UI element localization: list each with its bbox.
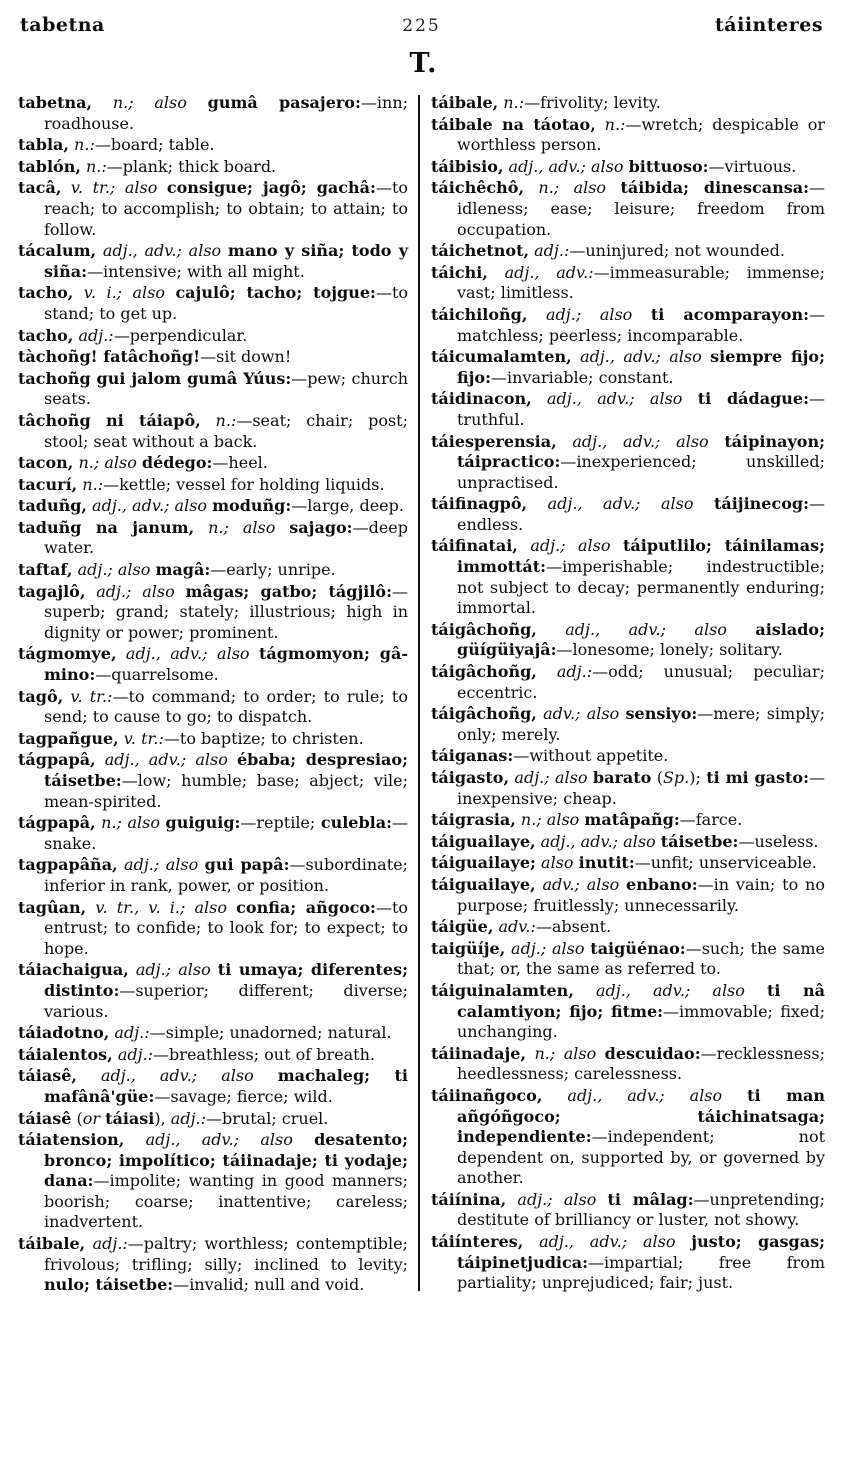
entry-segment: adj., adv.; also xyxy=(95,750,237,770)
entry-segment: —frivolity; levity. xyxy=(524,93,661,112)
dictionary-entry xyxy=(18,178,408,240)
entry-segment: táiinadaje, xyxy=(431,1043,527,1063)
entry-segment: ti acomparayon: xyxy=(650,304,809,324)
entry-segment: gui papâ: xyxy=(204,855,290,875)
entry-segment: tágpapâ, xyxy=(18,813,96,833)
entry-segment: n.: xyxy=(77,474,104,494)
entry-segment: descuidao: xyxy=(604,1043,701,1063)
entry-segment: adj.: xyxy=(165,1108,207,1128)
entry-segment: n.: xyxy=(595,114,626,134)
entry-segment: —low; humble; base; abject; vile; mean-spirited. xyxy=(44,771,408,811)
entry-segment: adv.; also xyxy=(535,874,627,894)
entry-segment: —idleness; ease; leisure; freedom from occupation. xyxy=(457,178,825,239)
entry-segment: táibale, xyxy=(431,93,499,112)
entry-segment: v. tr.: xyxy=(118,728,164,748)
entry-segment: —seat; chair; post; stool; seat without a back. xyxy=(44,410,408,451)
entry-segment: tágmomye, xyxy=(18,644,117,664)
entry-segment: adj.; also xyxy=(527,304,651,324)
entry-segment: adj.: xyxy=(536,662,593,682)
entry-segment: tacho, xyxy=(18,283,74,303)
entry-segment: adj.; also xyxy=(505,938,591,958)
entry-segment: táibale na táotao, xyxy=(431,114,596,134)
entry-segment: adj., adv.; also xyxy=(556,431,725,451)
dictionary-entry xyxy=(431,810,825,831)
entry-segment: táiadotno, xyxy=(18,1023,110,1043)
entry-segment: v. tr., v. i.; also xyxy=(86,897,237,917)
dictionary-entry xyxy=(18,560,408,581)
entry-segment: siempre fijo; fijo: xyxy=(457,347,826,387)
entry-segment: ti dádague: xyxy=(697,389,810,409)
entry-segment: sajago: xyxy=(289,517,353,537)
entry-segment: adj., adv.: xyxy=(487,262,594,282)
entry-segment: táiguailaye; xyxy=(431,853,536,873)
entry-segment: táibisio, xyxy=(431,156,504,176)
entry-segment: tacâ, xyxy=(18,178,62,198)
entry-segment: táigâchoñg, xyxy=(431,619,537,639)
entry-segment: n.; also xyxy=(95,813,166,833)
dictionary-entry xyxy=(431,389,825,430)
entry-segment: n.; also xyxy=(92,93,208,112)
entry-segment: adj.: xyxy=(73,325,114,345)
entry-segment: tabla, xyxy=(18,135,69,155)
entry-segment: —heel. xyxy=(212,453,268,473)
dictionary-entry xyxy=(18,729,408,750)
entry-segment: tagûan, xyxy=(18,897,87,917)
dictionary-entry xyxy=(18,1045,408,1066)
entry-segment: tácalum, xyxy=(18,241,97,261)
entry-segment: ti nâ calamtiyon; fijo; fitme: xyxy=(457,980,826,1021)
dictionary-entry xyxy=(18,93,408,134)
entry-segment: tagô, xyxy=(18,686,64,706)
dictionary-entry xyxy=(18,453,408,474)
entry-segment: táigâchoñg, xyxy=(431,662,537,682)
entry-segment: —immovable; fixed; unchanging. xyxy=(457,1001,825,1042)
entry-segment: nulo; táisetbe: xyxy=(44,1275,174,1295)
entry-segment: guiguig: xyxy=(165,813,241,833)
dictionary-entry xyxy=(431,832,825,853)
entry-segment: adj.: xyxy=(112,1044,154,1064)
entry-segment: bittuoso: xyxy=(628,156,709,176)
entry-segment: —unpretending; destitute of brilliancy or luster, not showy. xyxy=(457,1189,825,1230)
entry-segment: —mere; simply; only; merely. xyxy=(457,704,825,744)
entry-segment: sensiyo: xyxy=(625,704,698,724)
entry-segment: táiatension, xyxy=(18,1130,125,1150)
entry-segment: ti man añgóñgoco; táichinatsaga; independiente: xyxy=(457,1085,826,1147)
entry-segment: táiinañgoco, xyxy=(431,1085,543,1105)
entry-segment: enbano: xyxy=(626,874,698,894)
entry-segment: adj., adv.; also xyxy=(124,1130,315,1150)
entry-segment: mano y siña; todo y siña: xyxy=(44,241,408,281)
entry-segment: —early; unripe. xyxy=(210,560,336,580)
entry-segment: tacurí, xyxy=(18,474,78,494)
dictionary-entry xyxy=(18,283,408,324)
entry-segment: adj.; also xyxy=(85,581,186,601)
entry-segment: ti umaya; diferentes; distinto: xyxy=(44,960,408,1000)
entry-segment: dédego: xyxy=(141,453,213,473)
entry-segment: tablón, xyxy=(18,156,81,176)
dictionary-entry xyxy=(431,494,825,535)
entry-segment: táiguailaye, xyxy=(431,831,536,851)
entry-segment: —impolite; wanting in good manners; boorish; coarse; inattentive; careless; inadvertent. xyxy=(44,1171,408,1232)
entry-segment: —board; table. xyxy=(94,135,215,155)
dictionary-entry xyxy=(431,347,825,388)
entry-segment: táidinacon, xyxy=(431,389,532,409)
entry-segment: adj., adv.; also xyxy=(542,1085,748,1105)
entry-segment: táiasi xyxy=(105,1108,155,1128)
entry-segment: táiguinalamten, xyxy=(431,980,574,1000)
entry-segment: adj.; also xyxy=(509,768,593,787)
entry-segment: —to baptize; to christen. xyxy=(163,728,364,748)
entry-segment: adj.; also xyxy=(517,536,623,556)
entry-segment: tâchoñg ni táiapô, xyxy=(18,410,201,430)
dictionary-entry xyxy=(431,1044,825,1085)
entry-segment: adj., adv.; also xyxy=(96,241,228,261)
entry-segment: adj., adv.; also xyxy=(536,619,756,639)
entry-segment: táichiloñg, xyxy=(431,304,528,324)
entry-segment: v. tr.: xyxy=(63,686,113,706)
entry-segment: táiesperensia, xyxy=(431,431,557,451)
entry-segment: barato xyxy=(592,768,652,787)
entry-segment: desatento; bronco; impolítico; táiinadaje; ti yodaje; dana: xyxy=(44,1130,408,1191)
entry-segment: taigüíje, xyxy=(431,938,506,958)
entry-segment: —invariable; constant. xyxy=(491,367,674,387)
dictionary-entry xyxy=(431,662,825,703)
entry-segment: táichi, xyxy=(431,262,488,282)
entry-segment: gumâ pasajero: xyxy=(207,93,361,112)
entry-segment: adj., adv.; also xyxy=(571,347,711,367)
entry-segment: táiínina, xyxy=(431,1189,507,1209)
dictionary-entry xyxy=(18,475,408,496)
entry-segment: taftaf, xyxy=(18,560,73,580)
dictionary-entry xyxy=(18,582,408,644)
running-head-last-word: táiinteres xyxy=(715,14,824,36)
entry-segment: adj.; also xyxy=(506,1189,608,1209)
entry-segment: —uninjured; not wounded. xyxy=(569,241,785,261)
dictionary-entry xyxy=(431,768,825,809)
entry-segment: —subordinate; inferior in rank, power, or position. xyxy=(44,855,408,895)
entry-segment: —paltry; worthless; contemptible; frivolous; trifling; silly; inclined to levity; xyxy=(44,1234,408,1274)
entry-segment: tachoñg gui jalom gumâ Yúus: xyxy=(18,368,292,388)
entry-segment: —independent; not dependent on, supported by, or governed by another. xyxy=(457,1127,825,1188)
entry-segment: —deep water. xyxy=(44,517,408,558)
entry-segment: táibida; dinescansa: xyxy=(620,178,809,198)
entry-segment: —invalid; null and void. xyxy=(173,1275,365,1295)
column-left xyxy=(18,93,408,1297)
dictionary-entry xyxy=(431,157,825,178)
entry-segment: n.; also xyxy=(515,810,585,830)
entry-segment: also xyxy=(535,853,579,873)
dictionary-entry xyxy=(431,432,825,494)
entry-segment: taduñg na janum, xyxy=(18,517,195,537)
running-head-first-word: tabetna xyxy=(20,14,105,36)
entry-segment: adj.; also xyxy=(117,855,205,875)
entry-segment: magâ: xyxy=(155,560,211,580)
dictionary-entry xyxy=(431,536,825,618)
entry-segment: n.; also xyxy=(526,1043,605,1063)
entry-segment: —quarrelsome. xyxy=(95,665,219,685)
section-letter: T. xyxy=(409,48,438,79)
entry-segment: —imperishable; indestructible; not subject to decay; permanently enduring; immortal. xyxy=(457,557,825,618)
entry-segment: mâgas; gatbo; tágjilô: xyxy=(185,581,392,601)
entry-segment: adj., adv.; also xyxy=(527,494,714,514)
dictionary-entry xyxy=(431,263,825,304)
dictionary-entry xyxy=(18,644,408,685)
dictionary-entry xyxy=(18,813,408,854)
entry-segment: justo; gasgas; táipinetjudica: xyxy=(457,1232,826,1272)
dictionary-entry xyxy=(431,875,825,916)
entry-segment: adv.: xyxy=(493,917,536,937)
entry-segment: táichêchô, xyxy=(431,178,525,198)
column-divider-rule xyxy=(418,95,420,1291)
dictionary-entry xyxy=(431,853,825,874)
entry-segment: —matchless; peerless; incomparable. xyxy=(457,304,825,345)
dictionary-entry xyxy=(431,241,825,262)
entry-segment: —farce. xyxy=(679,810,743,830)
dictionary-entry xyxy=(431,981,825,1043)
entry-segment: —to stand; to get up. xyxy=(44,283,408,323)
dictionary-entry xyxy=(18,687,408,728)
entry-segment: ébaba; despresiao; táisetbe: xyxy=(44,750,409,790)
entry-segment: adj., adv.; also xyxy=(76,1066,278,1086)
entry-segment: cajulô; tacho; tojgue: xyxy=(175,283,376,303)
entry-segment: tacon, xyxy=(18,453,74,473)
entry-segment: táifinagpô, xyxy=(431,494,528,514)
entry-segment: adv.; also xyxy=(536,704,626,724)
dictionary-entry xyxy=(18,1066,408,1107)
entry-segment: n.; also xyxy=(73,453,142,473)
dictionary-entry xyxy=(18,241,408,282)
entry-segment: adj.: xyxy=(109,1023,150,1043)
entry-segment: táialentos, xyxy=(18,1044,113,1064)
entry-segment: táiputlilo; táinilamas; immottát: xyxy=(457,536,825,577)
entry-segment: —sit down! xyxy=(200,347,292,367)
entry-segment: —snake. xyxy=(44,813,408,853)
entry-segment: tacho, xyxy=(18,325,74,345)
dictionary-entry xyxy=(18,960,408,1022)
entry-segment: —wretch; despicable or worthless person. xyxy=(457,114,825,155)
dictionary-entry xyxy=(431,917,825,938)
entry-segment: adj.: xyxy=(85,1234,128,1254)
entry-segment: n.: xyxy=(68,135,95,155)
entry-segment: táiganas: xyxy=(431,746,514,766)
entry-segment: aislado; güígüiyajâ: xyxy=(457,619,825,660)
entry-segment: —to command; to order; to rule; to send; to cause to go; to dispatch. xyxy=(44,686,408,727)
entry-segment: adj., adv.; also xyxy=(503,156,629,176)
entry-segment: adj., adv.; also xyxy=(531,389,698,409)
entry-segment: —inexpensive; cheap. xyxy=(457,768,826,808)
entry-segment: moduñg: xyxy=(212,496,292,516)
entry-segment: ( xyxy=(651,768,663,787)
entry-segment: tagajlô, xyxy=(18,581,86,601)
entry-segment: táigüe, xyxy=(431,917,494,937)
entry-segment: —impartial; free from partiality; unprejudiced; fair; just. xyxy=(457,1252,825,1293)
entry-segment: —virtuous. xyxy=(708,156,797,176)
dictionary-entry xyxy=(18,326,408,347)
entry-segment: tágmomyon; gâ-mino: xyxy=(44,644,408,685)
entry-segment: —large, deep. xyxy=(291,496,404,516)
entry-segment: —lonesome; lonely; solitary. xyxy=(556,640,783,660)
entry-segment: —inexperienced; unskilled; unpractised. xyxy=(457,452,825,492)
text-columns xyxy=(0,79,847,1297)
dictionary-entry xyxy=(431,1232,825,1294)
entry-segment: ( xyxy=(71,1108,83,1128)
entry-segment: táipinayon; táipractico: xyxy=(457,431,825,472)
entry-segment: táiínteres, xyxy=(431,1232,524,1252)
entry-segment: táibale, xyxy=(18,1234,86,1254)
running-head xyxy=(0,0,847,36)
entry-segment: táiasê, xyxy=(18,1066,77,1086)
entry-segment: —to entrust; to confide; to look for; to expect; to hope. xyxy=(44,897,408,958)
entry-segment: n.: xyxy=(498,93,525,112)
entry-segment: —endless. xyxy=(457,494,825,534)
dictionary-entry xyxy=(18,750,408,812)
entry-segment: inutit: xyxy=(578,853,635,873)
dictionary-entry xyxy=(431,746,825,767)
entry-segment: ti mi gasto: xyxy=(706,768,810,787)
dictionary-entry xyxy=(431,939,825,980)
entry-segment: táiguailaye, xyxy=(431,874,536,894)
entry-segment: taduñg, xyxy=(18,496,87,516)
entry-segment: v. i.; also xyxy=(73,283,176,303)
entry-segment: ); xyxy=(689,768,707,787)
entry-segment: táigasto, xyxy=(431,768,510,787)
entry-segment: tàchoñg! fatâchoñg! xyxy=(18,347,201,367)
entry-segment: —useless. xyxy=(738,831,819,851)
entry-segment: adj.; also xyxy=(72,560,156,580)
entry-segment: adj.; also xyxy=(128,960,218,980)
entry-segment: —in vain; to no purpose; fruitlessly; unnecessarily. xyxy=(457,874,825,915)
dictionary-entry xyxy=(18,855,408,896)
entry-segment: —absent. xyxy=(535,917,612,937)
entry-segment: tágpapâ, xyxy=(18,750,96,770)
dictionary-entry xyxy=(18,1234,408,1296)
entry-segment: táigrasia, xyxy=(431,810,516,830)
entry-segment: táiasê xyxy=(18,1108,72,1128)
entry-segment: —to reach; to accomplish; to obtain; to attain; to follow. xyxy=(44,178,408,239)
column-right xyxy=(431,93,825,1297)
entry-segment: n.; also xyxy=(194,517,290,537)
entry-segment: —intensive; with all might. xyxy=(87,261,305,281)
entry-segment: tagpañgue, xyxy=(18,728,119,748)
entry-segment: táiachaigua, xyxy=(18,960,129,980)
dictionary-entry xyxy=(18,518,408,559)
entry-segment: táigâchoñg, xyxy=(431,704,537,724)
entry-segment: —such; the same that; or, the same as referred to. xyxy=(457,938,826,979)
entry-segment: consigue; jagô; gachâ: xyxy=(166,178,376,198)
entry-segment: —inn; roadhouse. xyxy=(44,93,409,133)
page-number: 225 xyxy=(402,16,441,36)
entry-segment: —superior; different; diverse; various. xyxy=(44,980,408,1021)
entry-segment: —odd; unusual; peculiar; eccentric. xyxy=(457,662,825,702)
dictionary-entry xyxy=(18,1130,408,1233)
entry-segment: —immeasurable; immense; vast; limitless. xyxy=(457,262,825,303)
entry-segment: —unfit; unserviceable. xyxy=(634,853,817,873)
dictionary-entry xyxy=(431,1190,825,1231)
entry-segment: confia; añgoco: xyxy=(236,897,376,917)
entry-segment: n.: xyxy=(80,156,107,176)
entry-segment: n.; also xyxy=(524,178,621,198)
entry-segment: or xyxy=(82,1108,106,1128)
dictionary-entry xyxy=(431,620,825,661)
entry-segment: —perpendicular. xyxy=(113,325,248,345)
entry-segment: —plank; thick board. xyxy=(106,156,277,176)
dictionary-entry xyxy=(431,115,825,156)
entry-segment: —reptile; xyxy=(240,813,321,833)
entry-segment: taigüénao: xyxy=(590,938,686,958)
entry-segment: adj., adv.; also xyxy=(86,496,213,516)
dictionary-entry xyxy=(18,347,408,368)
entry-segment: táifinatai, xyxy=(431,536,518,556)
entry-segment: tabetna, xyxy=(18,93,93,112)
dictionary-entry xyxy=(431,704,825,745)
entry-segment: —simple; unadorned; natural. xyxy=(149,1023,392,1043)
dictionary-entry xyxy=(431,305,825,346)
entry-segment: táisetbe: xyxy=(660,831,739,851)
entry-segment: —pew; church seats. xyxy=(44,368,408,409)
dictionary-entry xyxy=(18,496,408,517)
entry-segment: v. tr.; also xyxy=(61,178,167,198)
dictionary-entry xyxy=(431,93,825,114)
entry-segment: —kettle; vessel for holding liquids. xyxy=(103,474,385,494)
entry-segment: tagpapâña, xyxy=(18,855,118,875)
entry-segment: táicumalamten, xyxy=(431,347,572,367)
dictionary-entry xyxy=(18,135,408,156)
entry-segment: —superb; grand; stately; illustrious; high in dignity or power; prominent. xyxy=(44,581,408,642)
entry-segment: Sp. xyxy=(662,768,690,787)
entry-segment: n.: xyxy=(200,410,237,430)
entry-segment: táichetnot, xyxy=(431,241,530,261)
dictionary-entry xyxy=(18,898,408,960)
entry-segment: táijinecog: xyxy=(713,494,809,514)
entry-segment: matâpañg: xyxy=(584,810,680,830)
dictionary-entry xyxy=(18,157,408,178)
dictionary-entry xyxy=(18,411,408,452)
dictionary-entry xyxy=(431,1086,825,1189)
dictionary-entry xyxy=(431,178,825,240)
dictionary-entry xyxy=(18,369,408,410)
entry-segment: —breathless; out of breath. xyxy=(153,1044,375,1064)
entry-segment: —brutal; cruel. xyxy=(206,1108,329,1128)
entry-segment: adj., adv.; also xyxy=(116,644,259,664)
entry-segment: —truthful. xyxy=(457,389,826,429)
entry-segment: adj.: xyxy=(529,241,570,261)
entry-segment: adj., adv.; also xyxy=(523,1232,692,1252)
entry-segment: ti mâlag: xyxy=(607,1189,694,1209)
entry-segment: —savage; fierce; wild. xyxy=(154,1086,333,1106)
entry-segment: adj., adv.; also xyxy=(535,831,661,851)
entry-segment: —without appetite. xyxy=(513,746,669,766)
entry-segment: —recklessness; heedlessness; carelessness. xyxy=(457,1043,825,1084)
entry-segment: adj., adv.; also xyxy=(573,980,767,1000)
dictionary-entry xyxy=(18,1109,408,1130)
dictionary-entry xyxy=(18,1023,408,1044)
entry-segment: culebla: xyxy=(320,813,392,833)
entry-segment: ), xyxy=(154,1108,166,1128)
entry-segment: machaleg; ti mafânâ'güe: xyxy=(44,1066,409,1106)
